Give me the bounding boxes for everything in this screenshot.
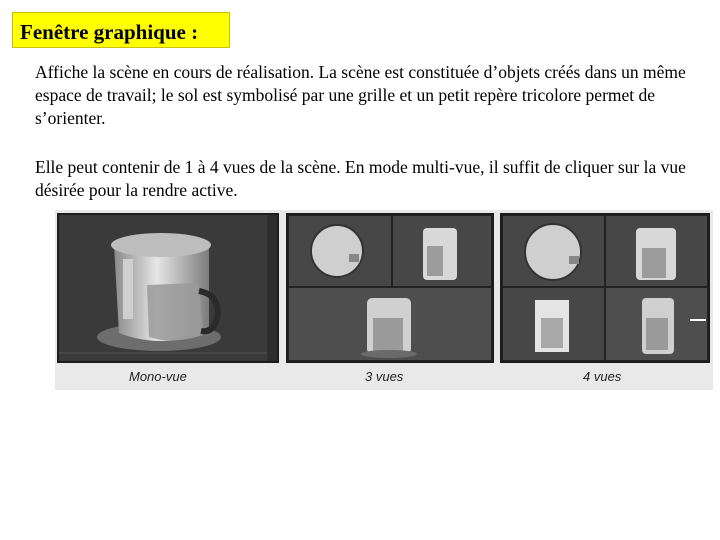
three-views-panel	[286, 213, 494, 363]
coffee-maker-perspective-image	[606, 288, 707, 360]
view-perspective[interactable]	[288, 287, 492, 361]
description-paragraph-2: Elle peut contenir de 1 à 4 vues de la scène. En mode multi-vue, il suffit de cliquer sur la vue désirée pour la rendre active.	[35, 157, 686, 200]
coffee-maker-front-image	[606, 216, 707, 286]
coffee-maker-top-image	[289, 216, 391, 286]
caption-three-views: 3 vues	[365, 369, 404, 384]
view-top[interactable]	[288, 215, 392, 287]
coffee-maker-side-image	[393, 216, 491, 286]
mono-view-panel[interactable]	[57, 213, 279, 363]
section-title: Fenêtre graphique :	[12, 12, 230, 48]
caption-mono-view: Mono-vue	[129, 369, 187, 384]
coffee-maker-top-image	[503, 216, 604, 286]
caption-four-views: 4 vues	[583, 369, 622, 384]
four-views-panel	[500, 213, 710, 363]
view-side[interactable]	[392, 215, 492, 287]
view-top[interactable]	[502, 215, 605, 287]
view-front[interactable]	[605, 215, 708, 287]
view-perspective[interactable]	[605, 287, 708, 361]
description-paragraph-1: Affiche la scène en cours de réalisation. La scène est constituée d’objets créés dans un même espace de travail; le sol est symbolisé par une grille et un petit repère tricolore permet de s’orienter.	[35, 62, 686, 128]
view-left[interactable]	[502, 287, 605, 361]
viewport-figure	[55, 210, 713, 390]
coffee-maker-perspective-image	[59, 215, 277, 361]
coffee-maker-left-image	[503, 288, 604, 360]
coffee-maker-front-image	[289, 288, 491, 360]
